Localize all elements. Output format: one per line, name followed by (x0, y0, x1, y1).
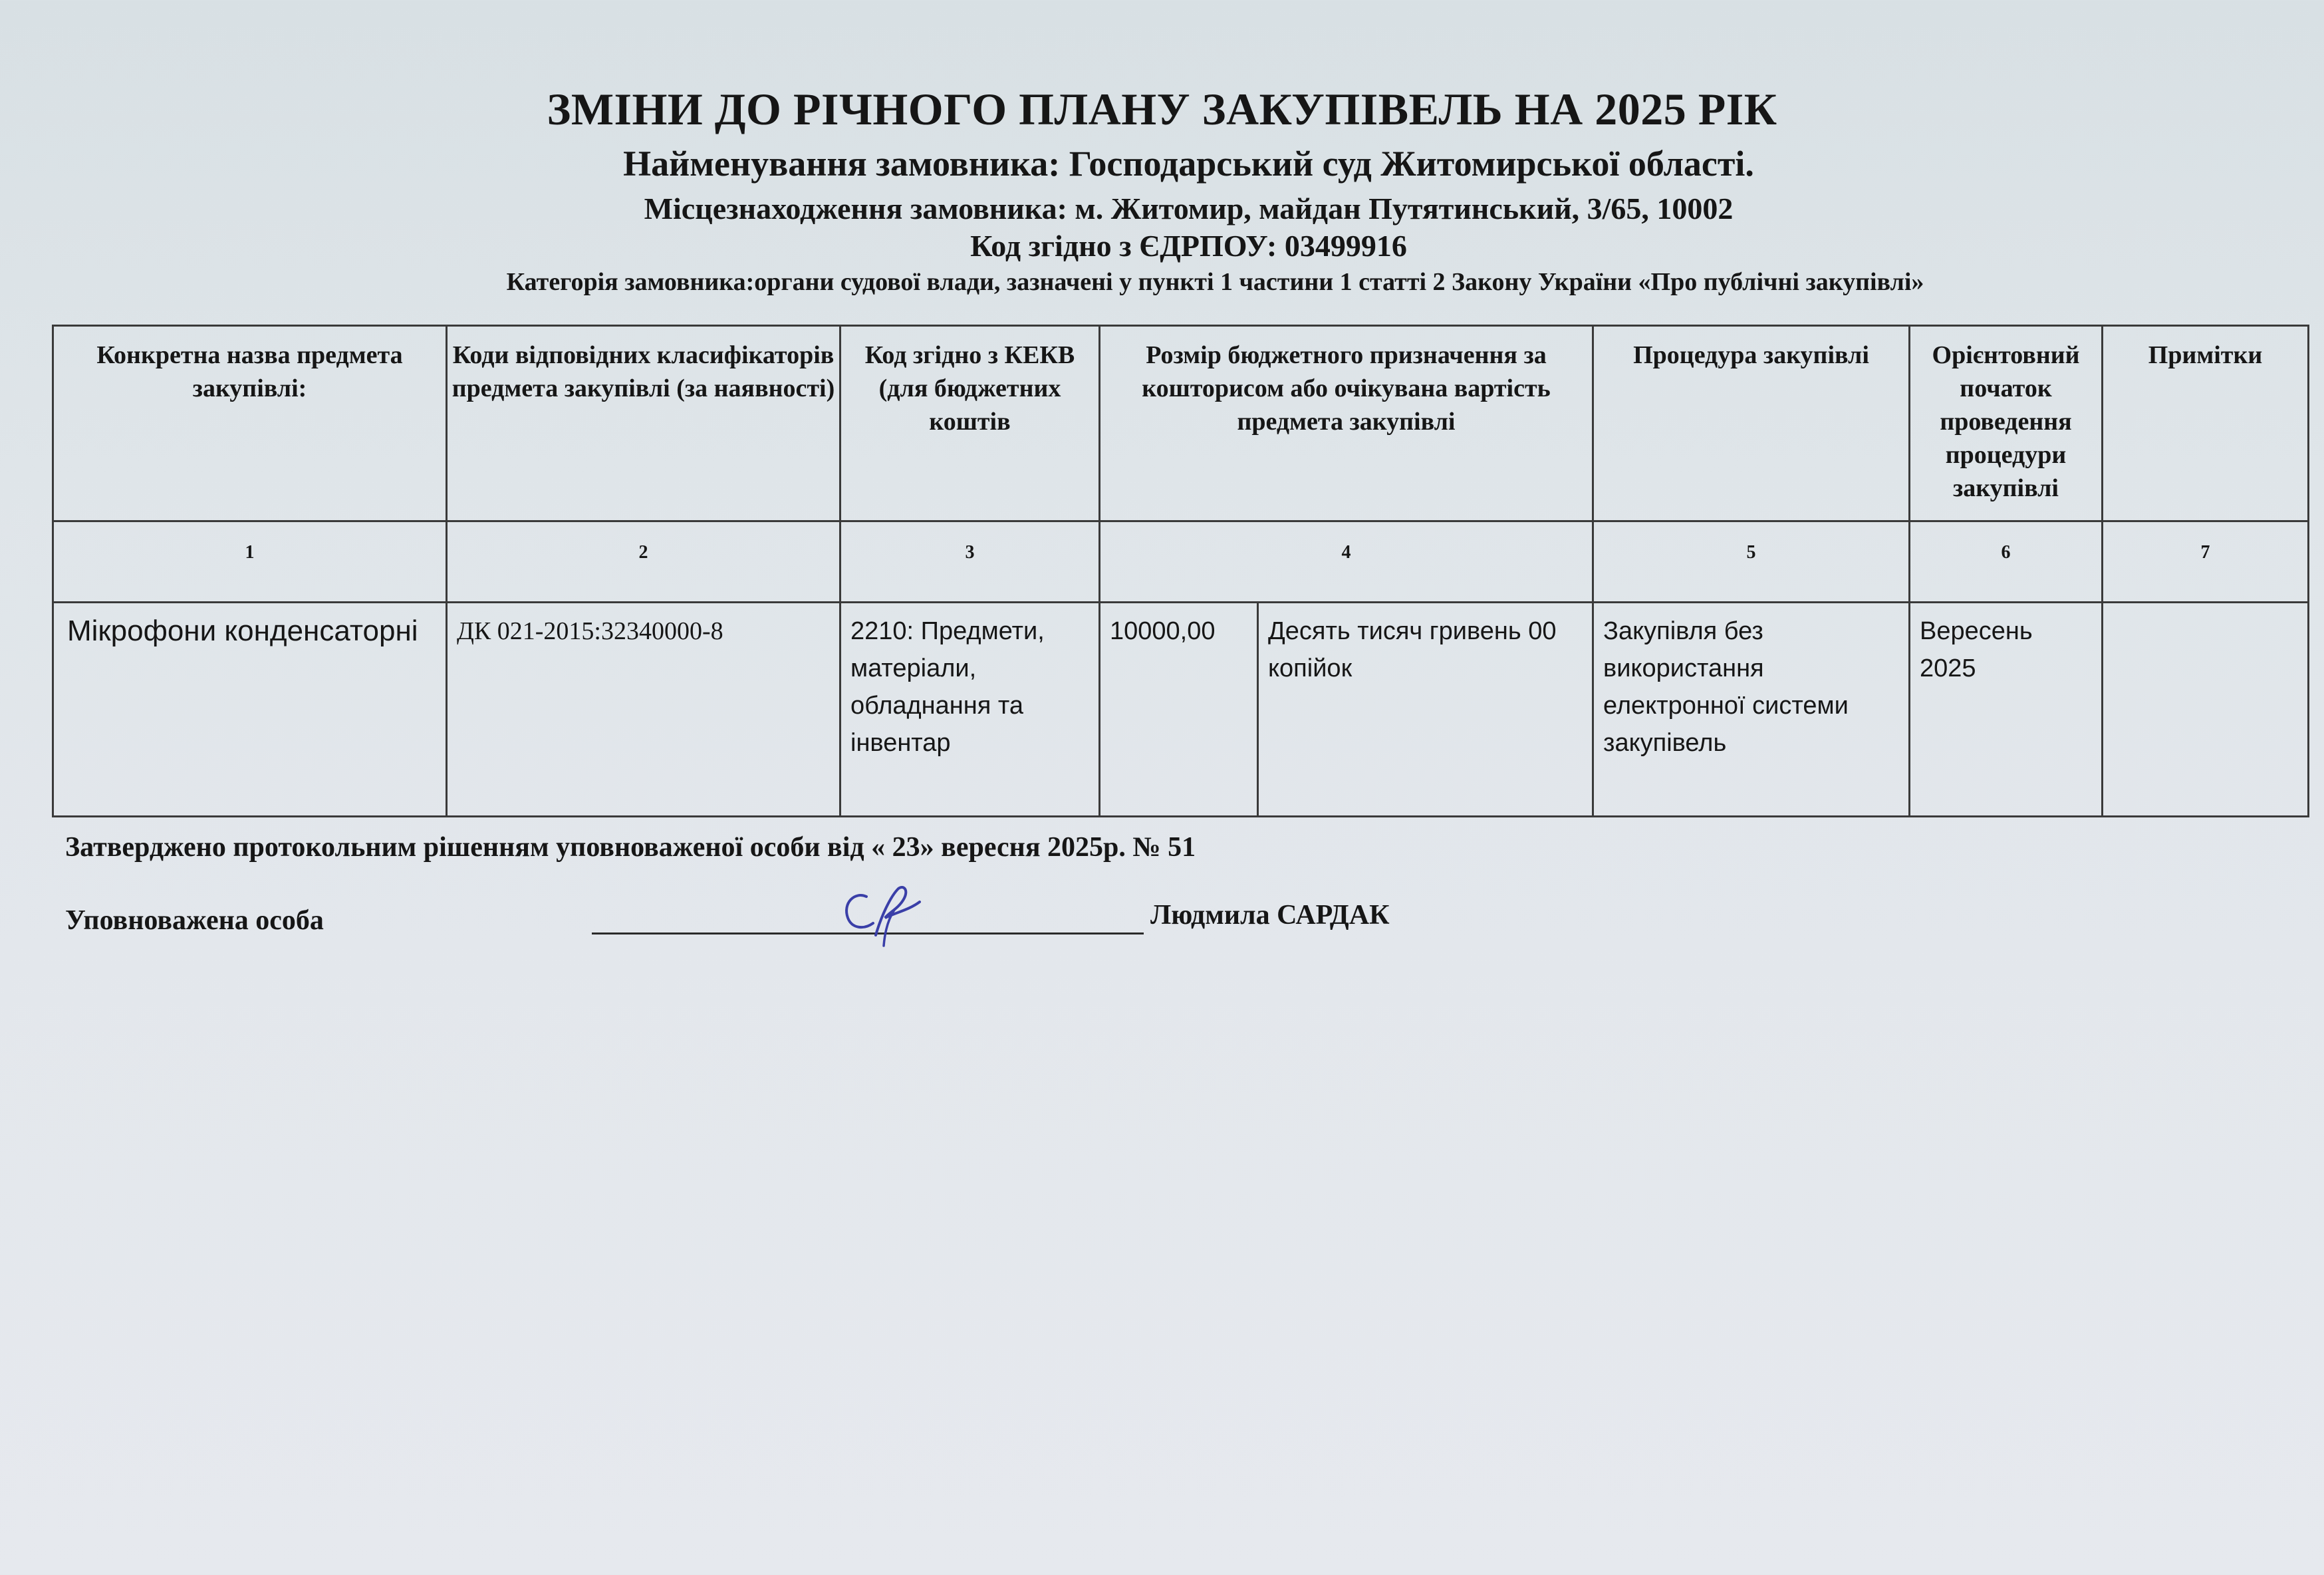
signer-name: Людмила САРДАК (1150, 900, 1390, 931)
column-number: 1 (53, 521, 447, 603)
authorized-person-label: Уповноважена особа (65, 905, 324, 936)
column-header-notes: Примітки (2103, 326, 2309, 521)
cell-amount: 10000,00 (1100, 603, 1258, 817)
customer-name: Найменування замовника: Господарський суд Житомирської області. (623, 144, 1754, 184)
cell-classifier-code: ДК 021-2015:32340000-8 (447, 603, 840, 817)
edrpou-code: Код згідно з ЄДРПОУ: 03499916 (970, 229, 1407, 263)
column-number: 4 (1100, 521, 1593, 603)
procurement-plan-table (52, 325, 2309, 817)
column-header-classifier: Коди відповідних класифікаторів предмета закупівлі (за наявності) (447, 326, 840, 521)
document-title: ЗМІНИ ДО РІЧНОГО ПЛАНУ ЗАКУПІВЕЛЬ НА 2025 РІК (547, 84, 1777, 134)
column-header-start: Орієнтовний початок проведення процедури закупівлі (1910, 326, 2103, 521)
column-number: 5 (1593, 521, 1910, 603)
column-header-budget: Розмір бюджетного призначення за кошторисом або очікувана вартість предмета закупівлі (1100, 326, 1593, 521)
table-header-row (53, 326, 2309, 521)
column-header-item-name: Конкретна назва предмета закупівлі: (53, 326, 447, 521)
cell-procedure: Закупівля без використання електронної системи закупівель (1593, 603, 1910, 817)
cell-start: Вересень 2025 (1910, 603, 2103, 817)
handwritten-signature (835, 877, 934, 950)
column-number: 2 (447, 521, 840, 603)
column-number: 7 (2103, 521, 2309, 603)
cell-kekv: 2210: Предмети, матеріали, обладнання та інвентар (840, 603, 1100, 817)
table-row (53, 603, 2309, 817)
column-number: 3 (840, 521, 1100, 603)
customer-category: Категорія замовника:органи судової влади, зазначені у пункті 1 частини 1 статті 2 Закону України «Про публічні закупівлі» (506, 268, 1924, 296)
cell-notes (2103, 603, 2309, 817)
cell-item-name: Мікрофони конденсаторні (53, 603, 447, 817)
column-header-procedure: Процедура закупівлі (1593, 326, 1910, 521)
column-header-kekv: Код згідно з КЕКВ (для бюджетних коштів (840, 326, 1100, 521)
column-number-row (53, 521, 2309, 603)
cell-amount-words: Десять тисяч гривень 00 копійок (1258, 603, 1593, 817)
column-number: 6 (1910, 521, 2103, 603)
customer-address: Місцезнаходження замовника: м. Житомир, майдан Путятинський, 3/65, 10002 (644, 192, 1734, 225)
approval-statement: Затверджено протокольним рішенням уповноваженої особи від « 23» вересня 2025р. № 51 (65, 832, 1196, 863)
